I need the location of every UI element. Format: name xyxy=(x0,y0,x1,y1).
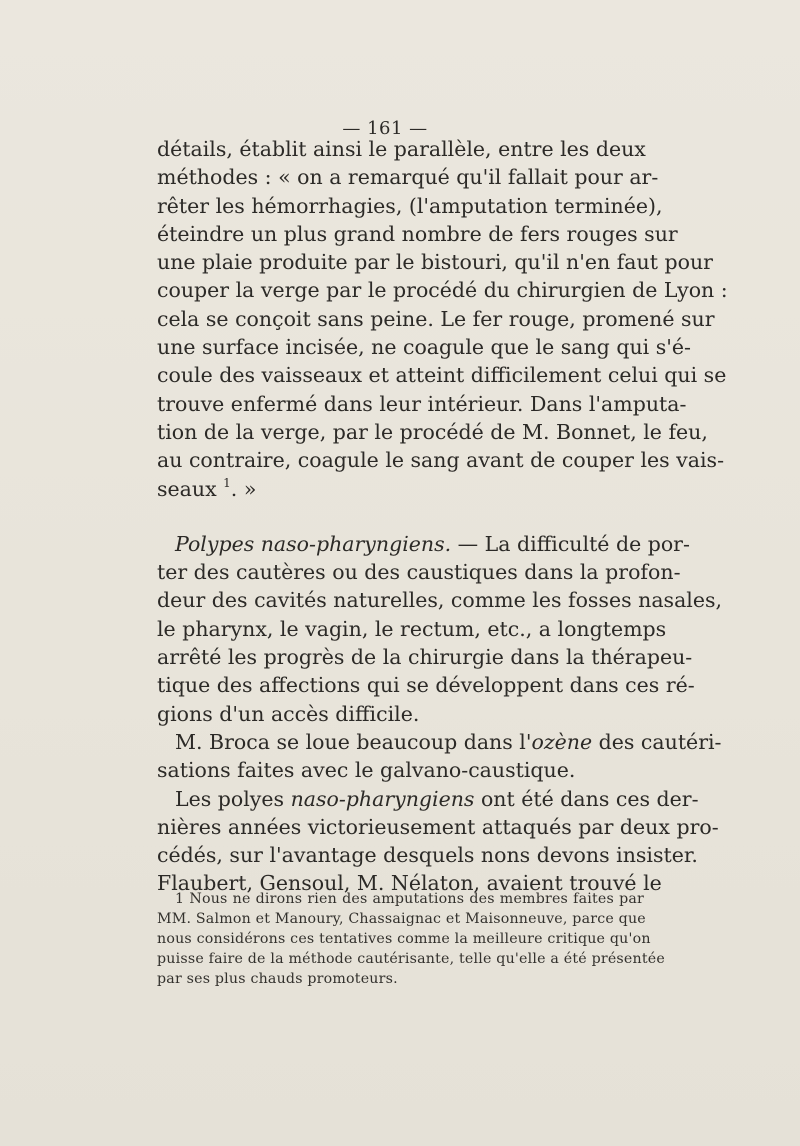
text-line: cela se conçoit sans peine. Le fer rouge, promené sur xyxy=(157,306,715,331)
text-line: rêter les hémorrhagies, (l'amputation terminée), xyxy=(157,193,663,218)
text-line: une plaie produite par le bistouri, qu'il n'en faut pour xyxy=(157,250,713,275)
emphasis-term: ozène xyxy=(531,729,593,754)
footnote-line xyxy=(157,889,644,909)
text-line: tion de la verge, par le procédé de M. Bonnet, le feu, xyxy=(157,419,708,444)
text-line: méthodes : « on a remarqué qu'il fallait pour ar- xyxy=(157,165,659,190)
footnote-line: par ses plus chauds promoteurs. xyxy=(157,971,398,987)
footnote-line: nous considérons ces tentatives comme la meilleure critique qu'on xyxy=(157,931,651,947)
paragraph-amputation-comparison xyxy=(157,135,728,503)
text-fragment: Nous ne dirons rien des amputations des membres faites par xyxy=(184,891,644,907)
text-fragment: — La difficulté de por- xyxy=(451,531,690,556)
text-fragment: des cautéri- xyxy=(592,729,722,754)
text-fragment: . » xyxy=(230,476,257,501)
text-line: ter des cautères ou des caustiques dans la profon- xyxy=(157,560,681,585)
emphasis-term: naso-pharyngiens xyxy=(290,786,475,811)
text-line: trouve enfermé dans leur intérieur. Dans l'amputa- xyxy=(157,391,687,416)
text-line: deur des cavités naturelles, comme les fosses nasales, xyxy=(157,588,723,613)
text-line: une surface incisée, ne coagule que le sang qui s'é- xyxy=(157,335,691,360)
text-line: arrêté les progrès de la chirurgie dans la thérapeu- xyxy=(157,645,693,670)
text-line xyxy=(157,785,699,813)
page-number: — 161 — xyxy=(342,118,428,139)
footnote xyxy=(157,889,665,989)
text-fragment: M. Broca se loue beaucoup dans l' xyxy=(175,729,532,754)
footnote-marker: 1 xyxy=(175,891,185,907)
text-line: éteindre un plus grand nombre de fers rouges sur xyxy=(157,221,678,246)
section-heading: Polypes naso-pharyngiens. xyxy=(175,531,452,556)
text-line: sations faites avec le galvano-caustique. xyxy=(157,758,576,783)
footnote-reference: 1 xyxy=(223,475,231,490)
text-line: détails, établit ainsi le parallèle, entre les deux xyxy=(157,137,646,161)
footnote-line: MM. Salmon et Manoury, Chassaignac et Maisonneuve, parce que xyxy=(157,911,646,927)
text-line: coule des vaisseaux et atteint difficilement celui qui se xyxy=(157,363,727,388)
text-fragment: Les polyes xyxy=(175,786,291,811)
text-line: au contraire, coagule le sang avant de couper les vais- xyxy=(157,448,724,473)
paragraph-polypes xyxy=(157,530,723,728)
text-line: couper la verge par le procédé du chirurgien de Lyon : xyxy=(157,278,728,303)
paragraph-broca xyxy=(157,728,722,785)
text-line: gions d'un accès difficile. xyxy=(157,701,420,726)
text-fragment: ont été dans ces der- xyxy=(474,786,699,811)
footnote-line: puisse faire de la méthode cautérisante, telle qu'elle a été présentée xyxy=(157,951,665,967)
main-text xyxy=(157,135,728,898)
paragraph-polyes xyxy=(157,785,719,898)
text-line xyxy=(157,475,644,503)
text-line: Flaubert, Gensoul, M. Nélaton, avaient trouvé le xyxy=(157,871,662,896)
text-line: cédés, sur l'avantage desquels nons devons insister. xyxy=(157,843,698,868)
text-line: nières années victorieusement attaqués par deux pro- xyxy=(157,814,719,839)
text-line xyxy=(157,530,690,558)
text-line: le pharynx, le vagin, le rectum, etc., a longtemps xyxy=(157,616,667,641)
text-line: tique des affections qui se développent dans ces ré- xyxy=(157,673,695,698)
text-fragment: seaux xyxy=(157,476,224,501)
text-line xyxy=(157,728,722,756)
